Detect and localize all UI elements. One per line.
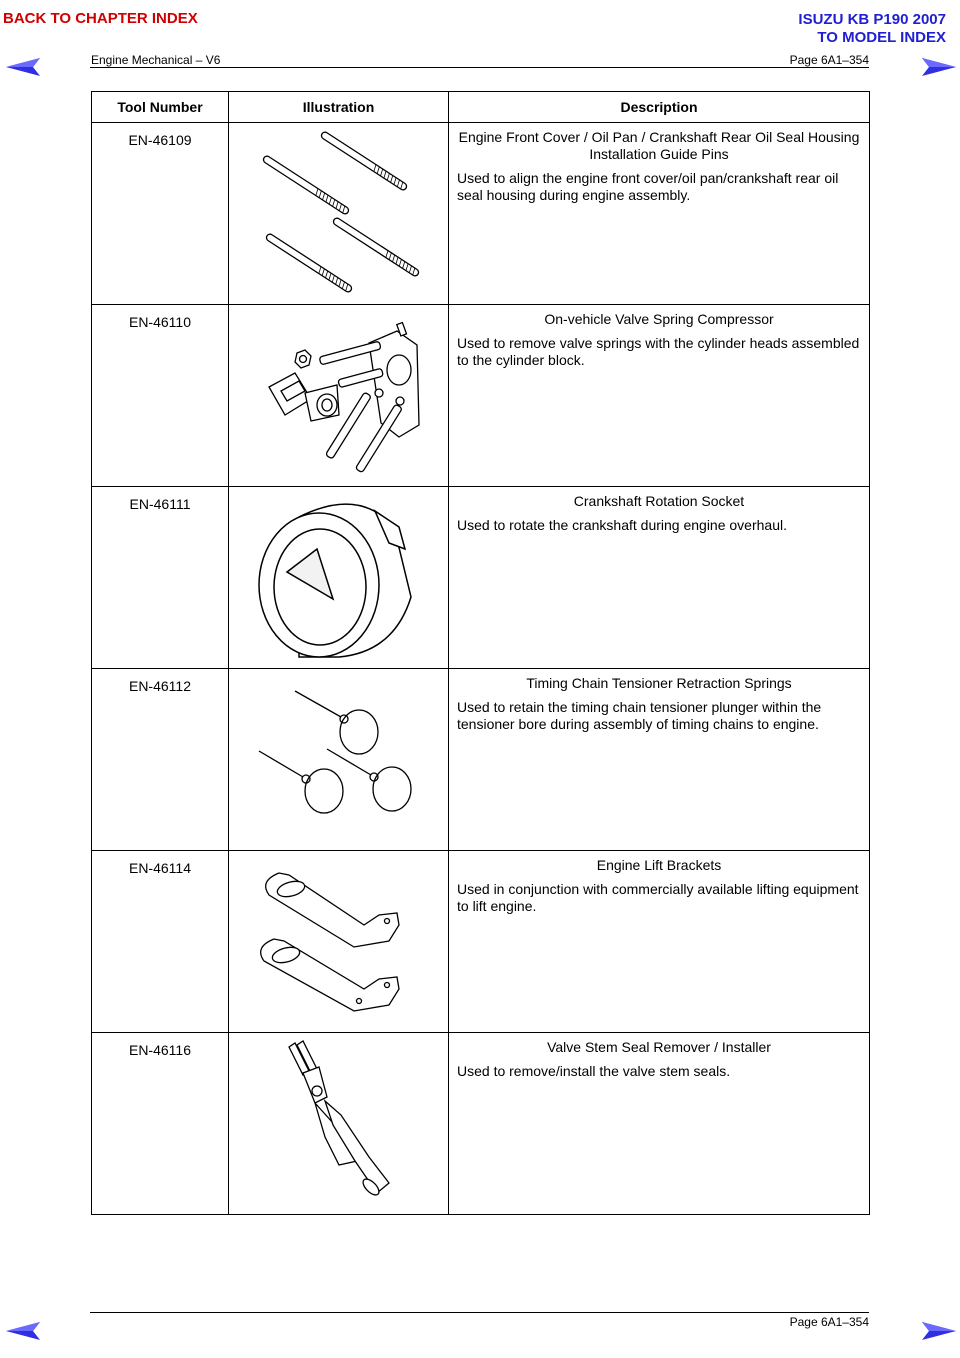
retraction-springs-icon: [229, 669, 447, 849]
right-arrow-icon[interactable]: [922, 1322, 956, 1340]
tool-usage-text: Used to align the engine front cover/oil pan/crankshaft rear oil seal housing during engine assembly.: [457, 170, 839, 203]
tool-description: [449, 669, 870, 851]
tool-name: Timing Chain Tensioner Retraction Springs: [526, 675, 792, 691]
column-header-description: Description: [449, 92, 870, 123]
tool-usage-text: Used to retain the timing chain tensioner plunger within the tensioner bore during assembly of timing chains to engine.: [457, 699, 822, 732]
tool-illustration: [229, 487, 449, 669]
footer-page-number: Page 6A1–354: [789, 1315, 869, 1329]
to-model-index-link[interactable]: TO MODEL INDEX: [817, 29, 946, 46]
lift-brackets-icon: [229, 851, 447, 1031]
page-number: Page 6A1–354: [789, 53, 869, 67]
column-header-tool-number: Tool Number: [92, 92, 229, 123]
tool-description: [449, 851, 870, 1033]
tool-illustration: [229, 851, 449, 1033]
tool-illustration: [229, 123, 449, 305]
tool-description: [449, 305, 870, 487]
tool-number: EN-46109: [92, 123, 229, 305]
table-header-row: [92, 92, 870, 123]
header-divider: [90, 67, 869, 68]
tool-number: EN-46112: [92, 669, 229, 851]
tool-name: Crankshaft Rotation Socket: [573, 493, 745, 509]
model-title-link[interactable]: ISUZU KB P190 2007: [798, 11, 946, 28]
footer-divider: [90, 1312, 869, 1313]
tool-name: Engine Lift Brackets: [596, 857, 722, 873]
tool-number: EN-46116: [92, 1033, 229, 1215]
tool-description: [449, 123, 870, 305]
seal-pliers-icon: [229, 1033, 447, 1213]
tool-illustration: [229, 669, 449, 851]
back-to-chapter-index-link[interactable]: BACK TO CHAPTER INDEX: [3, 10, 198, 27]
table-row: [92, 123, 870, 305]
tool-name: On-vehicle Valve Spring Compressor: [544, 311, 774, 327]
table-row: [92, 851, 870, 1033]
valve-spring-compressor-icon: [229, 305, 447, 485]
tool-usage-text: Used to rotate the crankshaft during engine overhaul.: [457, 517, 787, 533]
rotation-socket-icon: [229, 487, 447, 667]
table-row: [92, 305, 870, 487]
tool-name: Valve Stem Seal Remover / Installer: [547, 1039, 771, 1055]
left-arrow-icon[interactable]: [6, 1322, 40, 1340]
tool-usage-text: Used to remove/install the valve stem seals.: [457, 1063, 731, 1079]
tool-number: EN-46110: [92, 305, 229, 487]
tool-name: Engine Front Cover / Oil Pan / Crankshaft Rear Oil Seal Housing Installation Guide Pins: [458, 129, 860, 162]
special-tools-table: [91, 91, 870, 1215]
column-header-illustration: Illustration: [229, 92, 449, 123]
section-title: Engine Mechanical – V6: [91, 53, 221, 67]
tool-description: [449, 1033, 870, 1215]
left-arrow-icon[interactable]: [6, 58, 40, 76]
tool-number: EN-46114: [92, 851, 229, 1033]
tool-number: EN-46111: [92, 487, 229, 669]
tool-usage-text: Used to remove valve springs with the cylinder heads assembled to the cylinder block.: [457, 335, 860, 368]
table-row: [92, 669, 870, 851]
table-row: [92, 1033, 870, 1215]
tool-description: [449, 487, 870, 669]
tool-usage-text: Used in conjunction with commercially available lifting equipment to lift engine.: [457, 881, 859, 914]
right-arrow-icon[interactable]: [922, 58, 956, 76]
tool-illustration: [229, 305, 449, 487]
guide-pins-icon: [229, 123, 447, 303]
table-row: [92, 487, 870, 669]
tool-illustration: [229, 1033, 449, 1215]
